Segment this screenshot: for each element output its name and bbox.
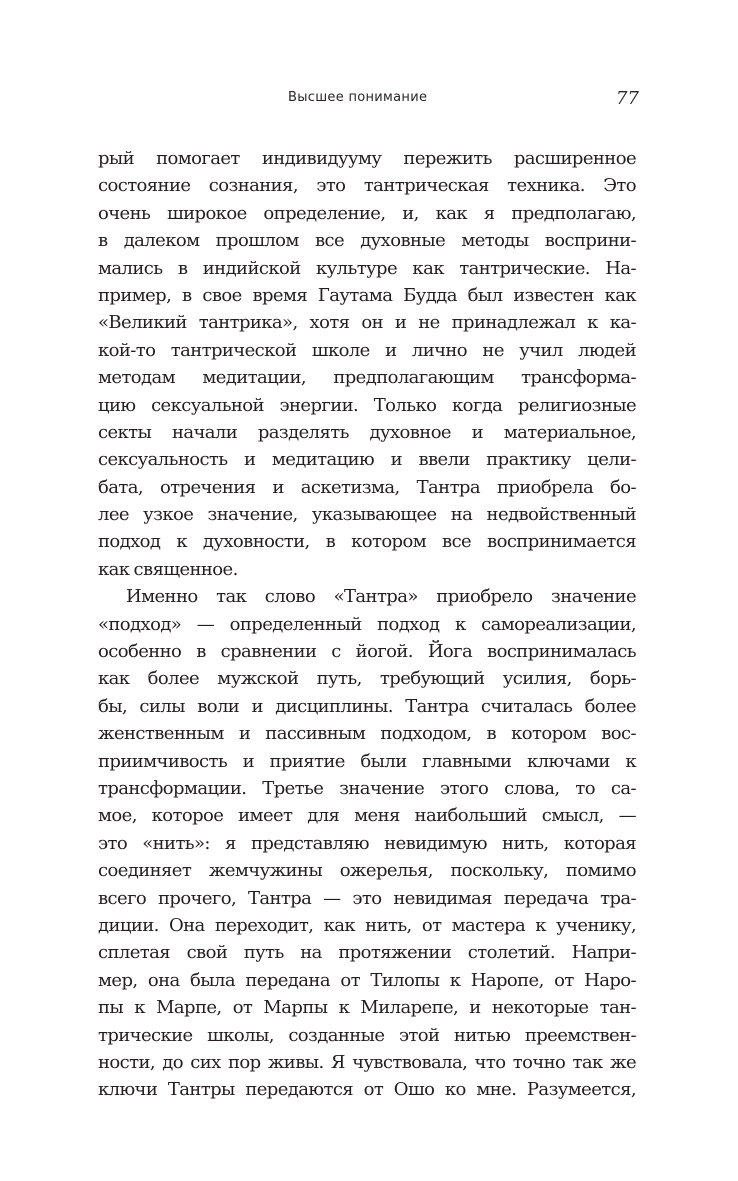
text-line: цию сексуальной энергии. Только когда религиозные bbox=[98, 394, 636, 416]
text-line: в далеком прошлом все духовные методы восприни- bbox=[98, 230, 636, 252]
running-head bbox=[0, 90, 738, 110]
text-line: мер, она была передана от Тилопы к Наропе, от Наро- bbox=[98, 969, 636, 991]
text-line: очень широкое определение, и, как я предполагаю, bbox=[98, 202, 636, 224]
text-line: рый помогает индивидууму пережить расширенное bbox=[98, 148, 636, 169]
text-line: пы к Марпе, от Марпы к Миларепе, и некоторые тан- bbox=[98, 997, 636, 1019]
text-line: Именно так слово «Тантра» приобрело значение bbox=[126, 586, 636, 608]
text-line: как священное. bbox=[98, 558, 238, 580]
text-line: соединяет жемчужины ожерелья, поскольку, помимо bbox=[98, 860, 636, 882]
text-line: пример, в свое время Гаутама Будда был известен как bbox=[98, 284, 636, 306]
text-line: секты начали разделять духовное и материальное, bbox=[98, 421, 636, 443]
text-line: сексуальность и медитацию и ввели практику цели- bbox=[98, 449, 636, 471]
paragraph-1 bbox=[98, 145, 636, 583]
text-line: методам медитации, предполагающим трансформа- bbox=[98, 367, 636, 389]
text-line: приимчивость и приятие были главными ключами к bbox=[98, 750, 636, 772]
text-line: как более мужской путь, требующий усилия, борь- bbox=[98, 668, 636, 690]
body-text bbox=[98, 145, 636, 1104]
text-line: мались в индийской культуре как тантрические. На- bbox=[98, 257, 636, 279]
paragraph-2 bbox=[98, 583, 636, 1103]
text-line: бата, отречения и аскетизма, Тантра приобрела бо- bbox=[98, 476, 636, 498]
page-number: 77 bbox=[616, 88, 639, 109]
text-line: ключи Тантры передаются от Ошо ко мне. Разумеется, bbox=[98, 1079, 636, 1101]
text-line: лее узкое значение, указывающее на недвойственный bbox=[98, 504, 636, 526]
text-line: бы, силы воли и дисциплины. Тантра считалась более bbox=[98, 695, 636, 717]
text-line: «Великий тантрика», хотя он и не принадлежал к ка- bbox=[98, 312, 636, 334]
text-line: «подход» — определенный подход к самореализации, bbox=[98, 613, 636, 635]
text-line: подход к духовности, в котором все воспринимается bbox=[98, 531, 636, 553]
text-line: это «нить»: я представляю невидимую нить, которая bbox=[98, 832, 636, 854]
text-line: всего прочего, Тантра — это невидимая передача тра- bbox=[98, 887, 636, 909]
text-line: диции. Она переходит, как нить, от мастера к ученику, bbox=[98, 914, 636, 936]
text-line: состояние сознания, это тантрическая техника. Это bbox=[98, 175, 636, 197]
text-line: особенно в сравнении с йогой. Йога воспринималась bbox=[98, 641, 636, 663]
text-line: трические школы, созданные этой нитью преемствен- bbox=[98, 1024, 636, 1046]
text-line: мое, которое имеет для меня наибольший смысл, — bbox=[98, 805, 636, 827]
text-line: женственным и пассивным подходом, в котором вос- bbox=[98, 723, 636, 745]
text-line: сплетая свой путь на протяжении столетий. Напри- bbox=[98, 942, 636, 964]
running-title: Высшее понимание bbox=[288, 90, 428, 105]
text-line: трансформации. Третье значение этого слова, то са- bbox=[98, 777, 636, 799]
text-line: кой-то тантрической школе и лично не учил людей bbox=[98, 339, 636, 361]
text-line: ности, до сих пор живы. Я чувствовала, что точно так же bbox=[98, 1051, 636, 1073]
